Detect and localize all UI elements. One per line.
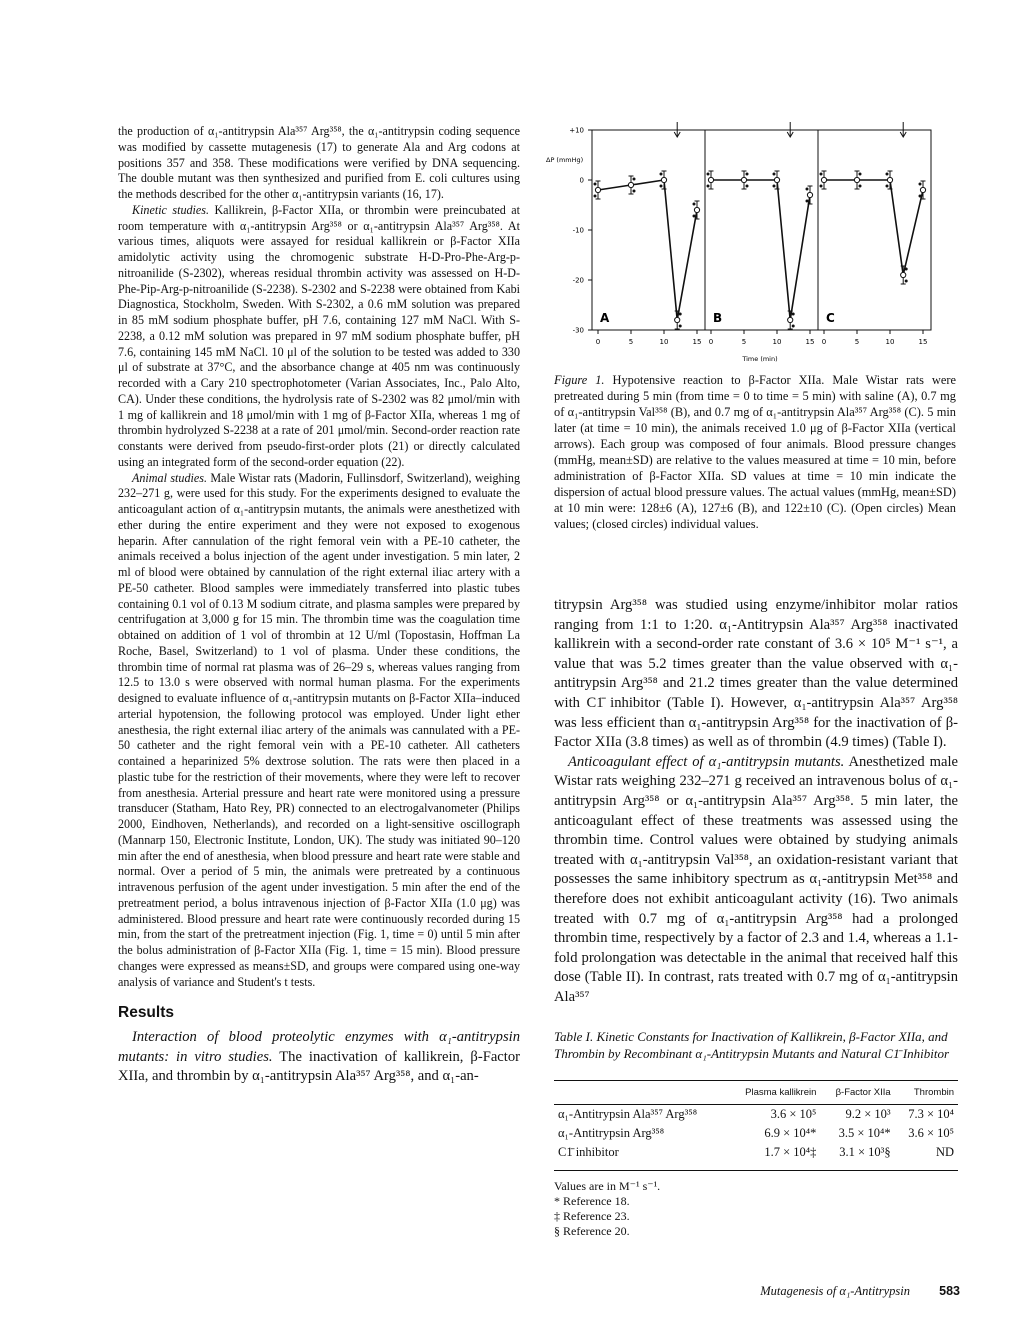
animal-studies-text: Male Wistar rats (Madorin, Fullinsdorf, Switzerland), weighing 232–271 g, were used for this study. For the experiments designed to evaluate the anticoagulant action of α₁-antitrypsin mutants, the animals were anesthetized with ether during the entire experiment and they were not exposed to exogenous heparin. After cannulation of the right femoral vein with a PE-10 catheter, the animals received a bolus injection of the agent under investigation. 5 min later, 2 ml of blood were obtained by cannulation of the right external iliac artery with a PE-50 catheter. Blood samples were immediately transferred into plastic tubes containing 0.1 vol of 0.13 M sodium citrate, and plasma samples were prepared by centrifugation at 3,000 g for 15 min. The thrombin time was the coagulation time obtained on addition of 1 vol of thrombin at 12 U/ml (Topostasin, Hoffman La Roche, Basel, Switzerland) to 1 vol of plasma. Under these conditions, the thrombin time of normal rat plasma was of 26–29 s, whereas values ranging from 12.5 to 13.0 s were observed with normal human plasma. For the experiments designed to evaluate influence of α₁-antitrypsin mutants on β-Factor XIIa–induced arterial hypotension, the following protocol was employed. Under light ether anesthesia, the right external iliac artery of the animals was cannulated with a PE-50 catheter and the right femoral vein with a PE-10 catheter. All catheters contained a heparinized 5% dextrose solution. The rats were then placed in a plastic tube for the restriction of their movements, where they were left to recover from anesthesia. Arterial pressure and heart rate were monitored using a pressure transducer (Statham, Hato Rey, PR) connected to an electrogalvanometer (Philips 2000, Eindhoven, Netherlands), and recorded on a light-sensitive oscillograph (Mannarp 150, Electronic Institute, London, UK). The study was initiated 90–120 min after the end of anesthesia, when blood pressure and heart rate were stable and normal. Over a period of 5 min, the animals were pretreated by a continuous intravenous perfusion of the agent under investigation. 5 min after the end of the pretreatment period, a bolus intravenous injection of β-Factor XIIa (1.0 μg) was administered. Blood pressure and heart rate were continuously recorded during 15 min, from the start of the pretreatment injection (Fig. 1, time = 0) until 5 min after the bolus administration of β-Factor XIIa (Fig. 1, time = 15 min). Blood pressure changes were expressed as means±SD, and groups were compared using one-way analysis of variance and Student's t tests. bbox=[118, 470, 520, 989]
table-cell: α₁-Antitrypsin Ala³⁵⁷ Arg³⁵⁸ bbox=[558, 1107, 698, 1122]
y-tick-label: 0 bbox=[579, 176, 584, 185]
individual-point bbox=[919, 183, 922, 186]
x-tick-label: 15 bbox=[805, 338, 815, 346]
caption-text: Hypotensive reaction to β-Factor XIIa. Male Wistar rats were pretreated during 5 min (from time = 0 to time = 5 min) with saline (A), 0.7 mg of α₁-antitrypsin Val³⁵⁸ (B), and 0.7 mg of α₁-antitrypsin Ala³⁵⁷ Arg³⁵⁸ (C). 5 min later (at time = 10 min), the animals received 1.0 μg of β-Factor XIIa (vertical arrows). Each group was composed of four animals. Blood pressure changes (mmHg, mean±SD) are relative to the values measured at time = 10 min, before administration of β-Factor XIIa. SD values at time = 10 min indicate the dispersion of actual blood pressure values. The actual values (mmHg, mean±SD) at 10 min were: 128±6 (A), 127±6 (B), and 122±10 (C). (Open circles) Mean values; (closed circles) individual values. bbox=[554, 373, 956, 531]
individual-point bbox=[859, 185, 862, 188]
table-cell: C1̄ inhibitor bbox=[554, 1143, 727, 1171]
mean-line bbox=[598, 180, 697, 320]
animal-studies-heading: Animal studies. bbox=[132, 470, 207, 485]
table-header-cell: Plasma kallikrein bbox=[727, 1081, 820, 1105]
x-tick-label: 5 bbox=[854, 338, 860, 346]
table-header-row bbox=[554, 1081, 958, 1105]
x-tick-label: 10 bbox=[772, 338, 782, 346]
table-cell: 3.5 × 10⁴* bbox=[838, 1126, 891, 1141]
mean-point bbox=[741, 177, 746, 182]
x-axis-label: Time (min) bbox=[742, 355, 778, 363]
figure-caption bbox=[554, 372, 956, 532]
y-tick-label: -30 bbox=[572, 326, 584, 335]
anticoagulant-heading: Anticoagulant effect of α₁-antitrypsin mutants. bbox=[568, 753, 845, 770]
mean-point bbox=[901, 272, 906, 277]
mean-point bbox=[595, 187, 600, 192]
panel-label: C bbox=[826, 311, 835, 325]
table-cell: 3.6 × 10⁵ bbox=[908, 1126, 954, 1141]
individual-point bbox=[905, 280, 908, 283]
mean-point bbox=[675, 317, 680, 322]
individual-point bbox=[679, 313, 682, 316]
table-note: § Reference 20. bbox=[554, 1224, 630, 1239]
paragraph-methods-intro: the production of α₁-antitrypsin Ala³⁵⁷ Arg³⁵⁸, the α₁-antitrypsin coding sequence was modified by cassette mutagenesis (17) to generate Ala and Arg codons at positions 357 and 358. These modifications were verified by DNA sequencing. The double mutant was then synthesized and purified from E. coli cultures using the methods described for the other α₁-antitrypsin variants (16, 17). bbox=[118, 124, 520, 201]
paragraph-kinetic-studies bbox=[118, 203, 520, 471]
x-tick-label: 10 bbox=[659, 338, 669, 346]
mean-point bbox=[661, 177, 666, 182]
individual-point bbox=[693, 203, 696, 206]
x-tick-label: 0 bbox=[708, 338, 714, 346]
x-tick-label: 15 bbox=[918, 338, 928, 346]
individual-point bbox=[820, 173, 823, 176]
table-1 bbox=[554, 1080, 958, 1171]
anticoagulant-text: Anesthetized male Wistar rats weighing 232–271 g received an intravenous bolus of α₁-antitrypsin Arg³⁵⁸ or α₁-antitrypsin Ala³⁵⁷ Arg³⁵⁸. 5 min later, the anticoagulant effect of these treatments was assessed using the thrombin time. Control values were obtained by studying animals treated with α₁-antitrypsin Val³⁵⁸, an oxidation-resistant variant that possesses the same inhibitory spectrum as α₁-antitrypsin Met³⁵⁸ and therefore does not exhibit anticoagulant activity (16). Two animals treated with 0.7 mg of α₁-antitrypsin Arg³⁵⁸ had a prolonged thrombin time, respectively by a factor of 2.3 and 1.4, whereas a 1.1-fold prolongation was detectable in the animal that received half this dose (Table II). In contrast, rats treated with 0.7 mg of α₁-antitrypsin Ala³⁵⁷ bbox=[554, 753, 958, 1005]
mean-point bbox=[854, 177, 859, 182]
individual-point bbox=[707, 185, 710, 188]
page-footer bbox=[760, 1284, 960, 1299]
mean-point bbox=[708, 177, 713, 182]
mean-point bbox=[807, 192, 812, 197]
x-tick-label: 15 bbox=[692, 338, 702, 346]
mean-line bbox=[824, 180, 923, 275]
panel-label: B bbox=[713, 311, 723, 325]
results-subheading: Interaction of blood proteolytic enzymes with α₁-antitrypsin mutants: in vitro studies. bbox=[118, 1029, 520, 1065]
mean-point bbox=[887, 177, 892, 182]
individual-point bbox=[633, 178, 636, 181]
individual-point bbox=[859, 173, 862, 176]
table-cell: α₁-Antitrypsin Arg³⁵⁸ bbox=[558, 1126, 665, 1141]
y-axis-label: ΔP (mmHg) bbox=[546, 156, 584, 164]
left-column bbox=[118, 124, 520, 1087]
kinetic-studies-heading: Kinetic studies. bbox=[132, 202, 209, 217]
paragraph-results-intro bbox=[118, 1028, 520, 1087]
x-tick-label: 0 bbox=[595, 338, 601, 346]
individual-point bbox=[679, 325, 682, 328]
table-note: Values are in M⁻¹ s⁻¹. bbox=[554, 1179, 661, 1194]
mean-point bbox=[694, 207, 699, 212]
table-cell: 7.3 × 10⁴ bbox=[908, 1107, 954, 1122]
x-tick-label: 5 bbox=[741, 338, 747, 346]
individual-point bbox=[693, 215, 696, 218]
individual-point bbox=[594, 195, 597, 198]
individual-point bbox=[806, 200, 809, 203]
results-intro-text: The inactivation of kallikrein, β-Factor XIIa, and thrombin by α₁-antitrypsin Ala³⁵⁷ Arg³⁵⁸, and α₁-an- bbox=[118, 1048, 520, 1085]
mean-point bbox=[788, 317, 793, 322]
kinetic-studies-text: Kallikrein, β-Factor XIIa, or thrombin were preincubated at room temperature with α₁-antitrypsin Arg³⁵⁸ or α₁-antitrypsin Ala³⁵⁷ Arg³⁵⁸. At various times, aliquots were assayed for residual kallikrein or β-Factor XIIa amidolytic activity using the chromogenic substrate H-D-Pro-Phe-Arg-p-nitroanilide (S-2302), whereas residual thrombin activity was assessed on H-D-Phe-Pip-Arg-p-nitroanilide (S-2238). S-2302 and S-2238 were obtained from Kabi Diagnostica, Stockholm, Sweden. With S-2302, a 0.6 mM solution was prepared in 85 mM sodium phosphate buffer, pH 7.6, containing 127 mM NaCl. With S-2238, a 0.12 mM solution was prepared in 97 mM sodium phosphate buffer, pH 7.6, containing 145 mM NaCl. 10 μl of the solution to be tested was added to 330 μl of substrate at 37°C, and the absorbance change at 405 nm was continuously recorded with a Cary 210 spectrophotometer (Varian Associates, Inc., Palo Alto, CA). Under these conditions, the hydrolysis rate of S-2302 was 82 μmol/min with 1 mg of kallikrein and 18 μmol/min with 1 mg of β-Factor XIIa, whereas 1 mg of thrombin hydrolyzed S-2238 at a rate of 201 μmol/min. Second-order reaction rate constants were derived from pseudo-first-order plots (21) or directly calculated using an integrated form of the second-order equation (22). bbox=[118, 202, 520, 469]
individual-point bbox=[919, 195, 922, 198]
mean-point bbox=[920, 187, 925, 192]
table-cell: 1.7 × 10⁴‡ bbox=[727, 1143, 820, 1171]
individual-point bbox=[792, 325, 795, 328]
paragraph-animal-studies bbox=[118, 471, 520, 991]
individual-point bbox=[660, 185, 663, 188]
panel-frame bbox=[592, 130, 705, 330]
paragraph-results-continued: titrypsin Arg³⁵⁸ was studied using enzyme/inhibitor molar ratios ranging from 1:1 to 1:20. α₁-Antitrypsin Ala³⁵⁷ Arg³⁵⁸ inactivated kallikrein with a second-order rate constant of 3.6 × 10⁵ M⁻¹ s⁻¹, a value that was 5.2 times greater than the value observed with α₁-antitrypsin Arg³⁵⁸ and 21.2 times greater than the value determined with C1̄ inhibitor (Table I). However, α₁-antitrypsin Ala³⁵⁷ Arg³⁵⁸ was less efficient than α₁-antitrypsin Arg³⁵⁸ for the inactivation of β-Factor XIIa (3.8 times) as well as of thrombin (4.9 times) (Table I). bbox=[554, 597, 958, 751]
individual-point bbox=[746, 173, 749, 176]
table-note: ‡ Reference 23. bbox=[554, 1209, 630, 1224]
individual-point bbox=[886, 173, 889, 176]
individual-point bbox=[660, 173, 663, 176]
x-tick-label: 10 bbox=[885, 338, 895, 346]
mean-point bbox=[821, 177, 826, 182]
individual-point bbox=[886, 185, 889, 188]
individual-point bbox=[773, 173, 776, 176]
caption-label: Figure 1. bbox=[554, 373, 605, 387]
table-cell: 6.9 × 10⁴* bbox=[764, 1126, 817, 1141]
x-tick-label: 0 bbox=[821, 338, 827, 346]
panel-label: A bbox=[600, 311, 610, 325]
table-header-cell: Thrombin bbox=[895, 1081, 958, 1105]
table-header-cell: β-Factor XIIa bbox=[820, 1081, 894, 1105]
running-title: Mutagenesis of α₁-Antitrypsin bbox=[760, 1284, 911, 1298]
individual-point bbox=[594, 183, 597, 186]
individual-point bbox=[905, 268, 908, 271]
figure-1-plot bbox=[540, 118, 960, 368]
y-tick-label: -10 bbox=[572, 226, 584, 235]
table-cell: 9.2 × 10³ bbox=[845, 1107, 891, 1122]
figure-1 bbox=[540, 118, 960, 368]
table-notes bbox=[554, 1179, 958, 1239]
table-cell: 3.6 × 10⁵ bbox=[770, 1107, 817, 1122]
individual-point bbox=[773, 185, 776, 188]
table-row bbox=[554, 1105, 958, 1125]
table-row bbox=[554, 1143, 958, 1171]
table-cell: 3.1 × 10³§ bbox=[820, 1143, 894, 1171]
individual-point bbox=[746, 185, 749, 188]
y-tick-label: +10 bbox=[569, 126, 584, 135]
table-header-cell bbox=[554, 1081, 727, 1105]
y-tick-label: -20 bbox=[572, 276, 584, 285]
right-column bbox=[554, 596, 958, 1239]
x-tick-label: 5 bbox=[628, 338, 634, 346]
page-number: 583 bbox=[939, 1284, 960, 1298]
individual-point bbox=[820, 185, 823, 188]
results-heading: Results bbox=[118, 1004, 174, 1022]
mean-point bbox=[628, 182, 633, 187]
table-cell: ND bbox=[895, 1143, 958, 1171]
individual-point bbox=[707, 173, 710, 176]
individual-point bbox=[806, 188, 809, 191]
panel-frame bbox=[705, 130, 818, 330]
table-1-title: Table I. Kinetic Constants for Inactivation of Kallikrein, β-Factor XIIa, and Thrombin by Recombinant α₁-Antitrypsin Mutants and Natural C1̄ Inhibitor bbox=[554, 1029, 950, 1061]
mean-point bbox=[774, 177, 779, 182]
mean-line bbox=[711, 180, 810, 320]
individual-point bbox=[792, 313, 795, 316]
table-note: * Reference 18. bbox=[554, 1194, 630, 1209]
paragraph-anticoagulant bbox=[554, 753, 958, 1008]
individual-point bbox=[633, 190, 636, 193]
table-row bbox=[554, 1124, 958, 1143]
